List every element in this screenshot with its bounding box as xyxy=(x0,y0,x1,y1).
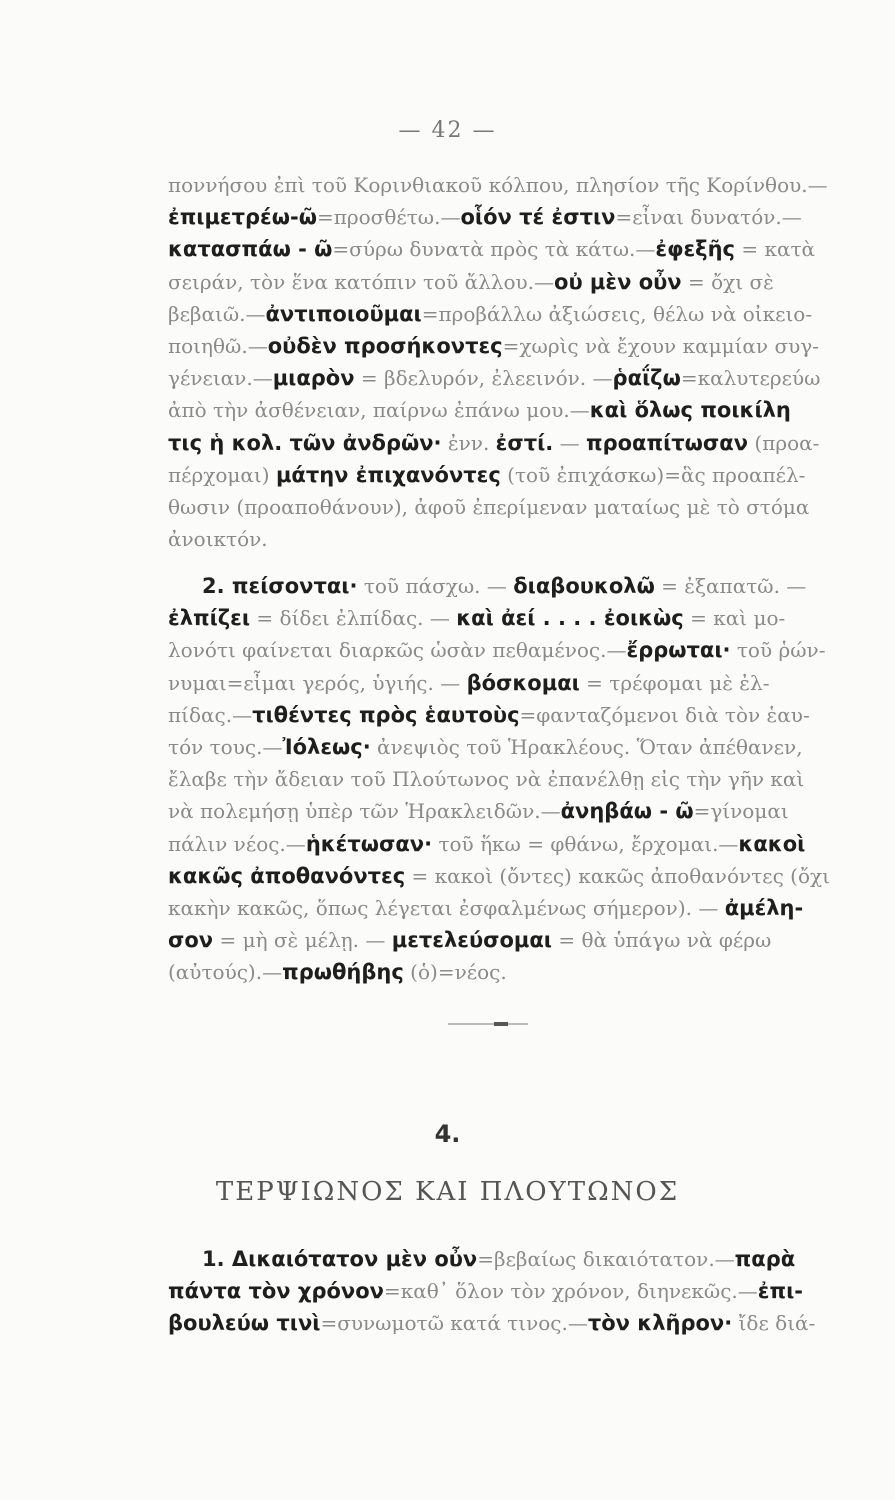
lemma-term: ἀντιποιοῦμαι xyxy=(265,301,422,326)
gloss-text: =γίνομαι xyxy=(693,799,789,824)
lemma-term: ἡκέτωσαν· xyxy=(305,831,433,856)
text-line xyxy=(202,1244,795,1274)
text-line xyxy=(168,1276,803,1306)
gloss-text: = καὶ μο- xyxy=(683,606,786,631)
gloss-text: νὰ πολεμήσῃ ὑπὲρ τῶν Ἡρακλειδῶν.— xyxy=(168,799,561,824)
gloss-text: =εἶναι δυνατόν.— xyxy=(615,205,802,230)
gloss-text: (αὐτούς).— xyxy=(168,960,283,985)
text-line xyxy=(168,635,825,665)
lemma-term: Δικαιότατον μὲν οὖν xyxy=(231,1247,478,1271)
text-line xyxy=(168,170,828,200)
lemma-term: παρὰ xyxy=(734,1247,796,1271)
lemma-term: κακῶς ἀποθανόντες xyxy=(168,863,406,888)
lemma-term: τὸν κλῆρον· xyxy=(587,1311,733,1336)
gloss-text: = κακοὶ (ὄντες) κακῶς ἀποθανόντες (ὄχι xyxy=(405,863,830,888)
gloss-text: γένειαν.— xyxy=(168,366,273,391)
gloss-text: = κατὰ xyxy=(735,237,816,262)
text-line xyxy=(168,331,819,361)
lemma-term: οὐδὲν προσήκοντες xyxy=(267,334,503,358)
text-line xyxy=(168,668,769,698)
text-line xyxy=(168,829,805,859)
gloss-text: κακὴν κακῶς, ὅπως λέγεται ἐσφαλμένως σήμερον). — xyxy=(168,896,725,920)
page-number: — 42 — xyxy=(398,118,497,143)
gloss-text: = θὰ ὑπάγω νὰ φέρω xyxy=(552,928,772,953)
gloss-text: σειράν, τὸν ἕνα κατόπιν τοῦ ἄλλου.— xyxy=(168,269,555,294)
text-line xyxy=(168,363,820,393)
lemma-term: ἔρρωται· xyxy=(626,638,731,663)
lemma-term: πείσονται· xyxy=(231,574,358,598)
lemma-term: οὐ μὲν οὖν xyxy=(554,269,682,294)
lemma-term: ἐπιμετρέω-ῶ xyxy=(168,205,317,230)
lemma-term: μετελεύσομαι xyxy=(391,928,552,953)
lemma-term: βουλεύω τινὶ xyxy=(168,1311,321,1336)
lemma-term: ἐφεξῆς xyxy=(655,237,735,262)
lemma-term: ἐλπίζει xyxy=(168,606,251,631)
gloss-text: =σύρω δυνατὰ πρὸς τὰ κάτω.— xyxy=(332,237,656,262)
gloss-text: =καλυτερεύω xyxy=(680,366,821,391)
text-line xyxy=(168,202,802,232)
gloss-text: τοῦ πάσχω. — xyxy=(357,574,514,598)
gloss-text: ποννήσου ἐπὶ τοῦ Κορινθιακοῦ κόλπου, πλησίον τῆς Κορίνθου.— xyxy=(168,173,828,197)
lemma-term: ἀνηβάω - ῶ xyxy=(560,799,694,824)
lemma-term: πρωθήβης xyxy=(282,960,404,985)
gloss-text: =συνωμοτῶ κατά τινος.— xyxy=(320,1311,588,1336)
lemma-term: οἷόν τέ ἐστιν xyxy=(460,205,616,230)
lemma-term: ῥαΐζω xyxy=(612,366,681,391)
section-number: 4. xyxy=(434,1120,461,1148)
text-line xyxy=(168,925,771,955)
gloss-text: τόν τους.— xyxy=(168,735,283,759)
gloss-text: τοῦ ἥκω = φθάνω, ἔρχομαι.— xyxy=(432,831,739,856)
text-line xyxy=(168,1308,815,1338)
gloss-text: ἀνοικτόν. xyxy=(168,527,268,552)
text-line xyxy=(168,267,774,297)
text-line xyxy=(168,603,785,633)
lemma-term: τιθέντες πρὸς ἑαυτοὺς xyxy=(252,702,520,727)
lemma-term: μιαρὸν xyxy=(272,366,355,391)
lemma-term: τις ἡ κολ. τῶν ἀνδρῶν· xyxy=(168,430,442,455)
lemma-term: προαπίτωσαν xyxy=(585,430,749,455)
gloss-text: ἐνν. xyxy=(441,430,496,455)
gloss-text: =καθ᾽ ὅλον τὸν χρόνον, διηνεκῶς.— xyxy=(383,1279,758,1304)
gloss-text: =προσθέτω.— xyxy=(316,205,461,230)
lemma-term: σον xyxy=(168,928,214,953)
text-line xyxy=(202,571,806,601)
entry-number: 2. xyxy=(202,574,232,598)
text-line xyxy=(168,861,830,891)
gloss-text: (τοῦ ἐπιχάσκω)=ἃς προαπέλ- xyxy=(500,462,806,487)
gloss-text: ἀνεψιὸς τοῦ Ἡρακλέους. Ὅταν ἀπέθανεν, xyxy=(370,735,803,759)
entry-number: 1. xyxy=(202,1247,232,1271)
text-line xyxy=(168,524,268,554)
gloss-text: =βεβαίως δικαιότατον.— xyxy=(477,1247,735,1271)
text-line xyxy=(168,428,819,458)
divider-ornament xyxy=(494,1022,508,1026)
gloss-text: πέρχομαι) xyxy=(168,462,276,487)
gloss-text: = βδελυρόν, ἐλεεινόν. — xyxy=(354,366,613,391)
text-line xyxy=(168,299,812,329)
section-title: ΤΕΡΨΙΩΝΟΣ ΚΑΙ ΠΛΟΥΤΩΝΟΣ xyxy=(215,1177,680,1207)
text-line xyxy=(168,732,803,762)
gloss-text: θωσιν (προαποθάνουν), ἀφοῦ ἐπερίμεναν ματαίως μὲ τὸ στόμα xyxy=(168,495,810,519)
gloss-text: = δίδει ἐλπίδας. — xyxy=(250,606,457,631)
text-line xyxy=(168,700,810,730)
lemma-term: κατασπάω - ῶ xyxy=(168,237,333,262)
gloss-text: λονότι φαίνεται διαρκῶς ὡσὰν πεθαμένος.— xyxy=(168,638,627,663)
lemma-term: κακοὶ xyxy=(738,831,806,856)
text-line xyxy=(168,395,791,425)
gloss-text: = μὴ σὲ μέλῃ. — xyxy=(213,928,392,953)
lemma-term: ἀμέλη- xyxy=(724,896,804,920)
gloss-text: ἔλαβε τὴν ἄδειαν τοῦ Πλούτωνος νὰ ἐπανέλθῃ εἰς τὴν γῆν καὶ xyxy=(168,767,805,792)
gloss-text: — xyxy=(553,430,586,455)
lemma-term: καὶ ὅλως ποικίλη xyxy=(589,398,791,423)
gloss-text: πάλιν νέος.— xyxy=(168,831,306,856)
gloss-text: πίδας.— xyxy=(168,702,253,727)
text-line xyxy=(168,460,805,490)
gloss-text: = τρέφομαι μὲ ἐλ- xyxy=(579,670,770,695)
gloss-text: ποιηθῶ.— xyxy=(168,334,268,358)
text-line xyxy=(168,957,507,987)
gloss-text: = ἐξαπατῶ. — xyxy=(654,574,807,598)
gloss-text: νυμαι=εἶμαι γερός, ὑγιής. — xyxy=(168,670,467,695)
lemma-term: βόσκομαι xyxy=(466,670,580,695)
gloss-text: = ὄχι σὲ xyxy=(681,269,774,294)
text-line xyxy=(168,893,803,923)
lemma-term: μάτην ἐπιχανόντες xyxy=(275,462,501,487)
gloss-text: (ὁ)=νέος. xyxy=(403,960,507,985)
gloss-text: =φανταζόμενοι διὰ τὸν ἑαυ- xyxy=(519,702,810,727)
text-line xyxy=(168,796,789,826)
text-line xyxy=(168,492,809,522)
gloss-text: βεβαιῶ.— xyxy=(168,301,266,326)
lemma-term: διαβουκολῶ xyxy=(513,574,655,598)
gloss-text: τοῦ ῥών- xyxy=(730,638,826,663)
text-line xyxy=(168,234,815,264)
gloss-text: ἴδε διά- xyxy=(732,1311,816,1336)
gloss-text: ἀπὸ τὴν ἀσθένειαν, παίρνω ἐπάνω μου.— xyxy=(168,398,590,423)
lemma-term: Ἰόλεως· xyxy=(282,735,371,759)
lemma-term: ἐπι- xyxy=(757,1279,803,1304)
gloss-text: (προα- xyxy=(748,430,820,455)
gloss-text: =χωρὶς νὰ ἔχουν καμμίαν συγ- xyxy=(502,334,819,358)
lemma-term: ἐστί. xyxy=(495,430,554,455)
lemma-term: πάντα τὸν χρόνον xyxy=(168,1279,384,1304)
lemma-term: καὶ ἀεί . . . . ἐοικὼς xyxy=(456,606,684,631)
text-line xyxy=(168,764,804,794)
section-divider xyxy=(448,1023,528,1025)
gloss-text: =προβάλλω ἀξιώσεις, θέλω νὰ οἰκειο- xyxy=(421,301,813,326)
